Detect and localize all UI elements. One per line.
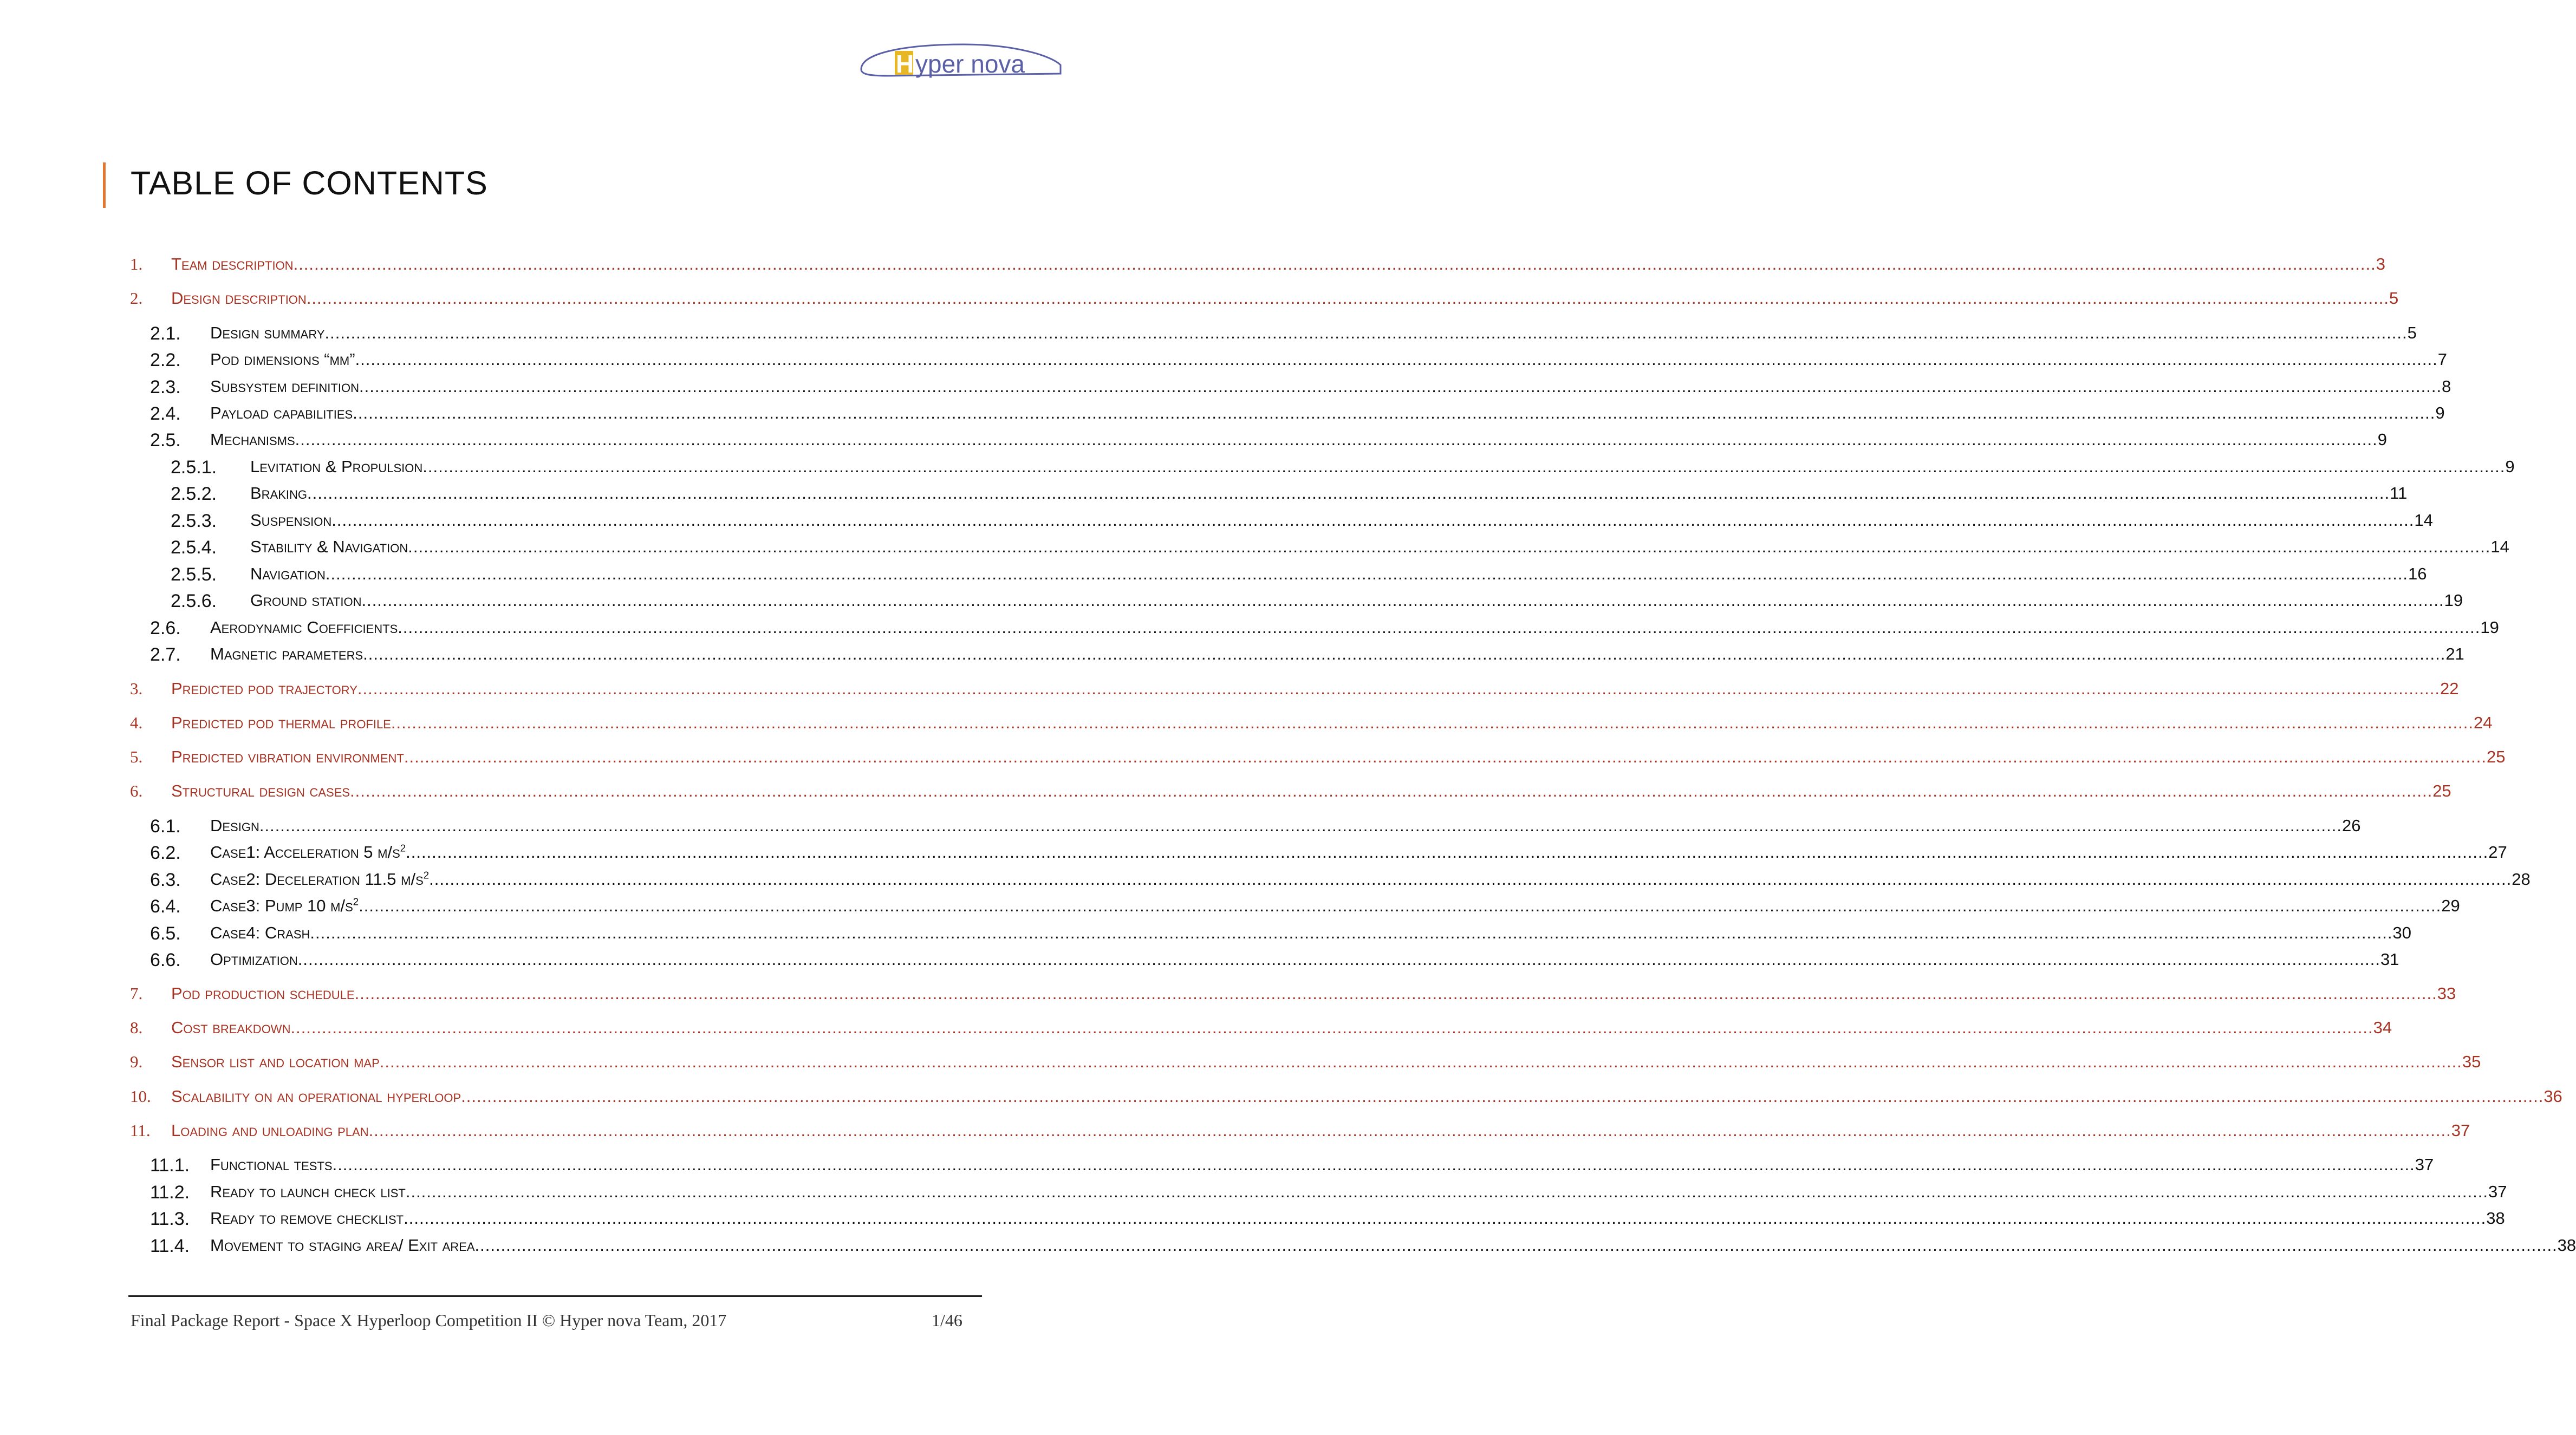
toc-entry-page: 36: [2544, 1087, 2562, 1106]
toc-entry-title: Case2: Deceleration 11.5 $m/s^2$: [210, 869, 430, 889]
toc-entry-number: 2.5.1.: [171, 457, 217, 478]
toc-entry-page: 37: [2451, 1121, 2470, 1140]
toc-entry-number: 2.5.5.: [171, 564, 217, 585]
toc-dot-leader: ................................................................................................................................................................................................................................................................................................................................................................................................................: [398, 618, 2481, 637]
toc-entry-page: 25: [2432, 781, 2451, 800]
toc-entry-page: 35: [2462, 1052, 2481, 1071]
toc-dot-leader: ................................................................................................................................................................................................................................................................................................................................................................................................................: [324, 323, 2408, 342]
toc-entry[interactable]: [0, 1087, 2562, 1108]
toc-entry-title: Pod dimensions “mm”: [210, 350, 355, 369]
toc-entry-number: 6.: [130, 781, 143, 800]
toc-entry-title: Levitation & Propulsion: [250, 457, 423, 476]
toc-dot-leader: ................................................................................................................................................................................................................................................................................................................................................................................................................: [355, 350, 2438, 369]
toc-dot-leader: ................................................................................................................................................................................................................................................................................................................................................................................................................: [306, 289, 2389, 308]
toc-dot-leader: ................................................................................................................................................................................................................................................................................................................................................................................................................: [361, 591, 2444, 610]
toc-entry[interactable]: [0, 1209, 2505, 1230]
toc-dot-leader: ................................................................................................................................................................................................................................................................................................................................................................................................................: [350, 781, 2433, 800]
toc-dot-leader: ................................................................................................................................................................................................................................................................................................................................................................................................................: [310, 923, 2393, 942]
toc-entry-number: 2.7.: [150, 644, 181, 665]
toc-entry-number: 11.2.: [150, 1182, 190, 1203]
toc-entry-page: 9: [2435, 403, 2445, 422]
toc-entry-number: 2.2.: [150, 350, 181, 370]
toc-dot-leader: ................................................................................................................................................................................................................................................................................................................................................................................................................: [290, 1018, 2373, 1037]
toc-entry[interactable]: [0, 537, 2509, 559]
toc-entry[interactable]: [0, 289, 2399, 310]
toc-entry[interactable]: [0, 484, 2408, 505]
toc-entry-title: Functional tests: [210, 1155, 333, 1174]
toc-entry-page: 26: [2341, 816, 2361, 835]
toc-entry-number: 6.6.: [150, 950, 181, 970]
toc-entry-page: 11: [2390, 484, 2408, 503]
toc-entry-title: Stability & Navigation: [250, 537, 408, 556]
toc-entry-page: 28: [2512, 870, 2531, 889]
toc-dot-leader: ................................................................................................................................................................................................................................................................................................................................................................................................................: [295, 430, 2378, 449]
toc-entry[interactable]: [0, 950, 2399, 971]
toc-entry[interactable]: [0, 564, 2427, 586]
toc-entry-title: Predicted vibration environment: [171, 747, 404, 766]
toc-dot-leader: ................................................................................................................................................................................................................................................................................................................................................................................................................: [379, 1052, 2462, 1071]
toc-entry[interactable]: [0, 1182, 2507, 1204]
toc-entry-number: 2.1.: [150, 323, 181, 344]
toc-entry-title: Subsystem definition: [210, 377, 359, 396]
toc-dot-leader: ................................................................................................................................................................................................................................................................................................................................................................................................................: [359, 377, 2442, 396]
toc-entry-page: 37: [2415, 1155, 2434, 1174]
toc-entry-number: 6.3.: [150, 870, 181, 890]
toc-entry-page: 25: [2486, 747, 2506, 766]
toc-entry-number: 8.: [130, 1018, 143, 1037]
toc-entry-number: 2.5.2.: [171, 484, 217, 504]
toc-entry-title: Ready to remove checklist: [210, 1209, 404, 1228]
toc-dot-leader: ................................................................................................................................................................................................................................................................................................................................................................................................................: [429, 870, 2512, 889]
toc-entry[interactable]: [0, 255, 2385, 276]
toc-entry-page: 30: [2392, 923, 2411, 942]
toc-entry-number: 9.: [130, 1052, 143, 1071]
toc-entry[interactable]: [0, 323, 2417, 345]
page-title: TABLE OF CONTENTS: [131, 165, 488, 201]
toc-entry[interactable]: [0, 457, 2515, 479]
toc-entry-title: Predicted pod thermal profile: [171, 713, 391, 732]
toc-entry-page: 19: [2444, 591, 2463, 610]
toc-entry-number: 5.: [130, 747, 143, 766]
toc-dot-leader: ................................................................................................................................................................................................................................................................................................................................................................................................................: [332, 1155, 2415, 1174]
toc-entry-page: 8: [2442, 377, 2451, 396]
toc-entry[interactable]: [0, 403, 2445, 425]
toc-entry-title: Payload capabilities: [210, 403, 353, 422]
toc-dot-leader: ................................................................................................................................................................................................................................................................................................................................................................................................................: [357, 679, 2441, 698]
toc-entry-number: 2.5.6.: [171, 591, 217, 611]
toc-entry-page: 14: [2414, 511, 2433, 530]
toc-entry-page: 9: [2505, 457, 2515, 476]
toc-entry-title: Design description: [171, 289, 307, 308]
toc-entry[interactable]: [0, 618, 2499, 640]
title-accent-bar: [103, 162, 106, 208]
toc-entry-page: 37: [2488, 1182, 2507, 1201]
toc-dot-leader: ................................................................................................................................................................................................................................................................................................................................................................................................................: [325, 564, 2409, 583]
toc-dot-leader: ................................................................................................................................................................................................................................................................................................................................................................................................................: [363, 644, 2446, 663]
toc-entry-number: 2.3.: [150, 377, 181, 397]
toc-entry[interactable]: [0, 1121, 2470, 1143]
toc-entry-title: Suspension: [250, 511, 332, 530]
toc-entry[interactable]: [0, 923, 2411, 945]
toc-entry-page: 31: [2380, 950, 2399, 969]
toc-entry-title: Predicted pod trajectory: [171, 679, 357, 698]
toc-entry-number: 2.5.: [150, 430, 181, 451]
toc-entry-title: Case3: Pump 10 $m/s^2$: [210, 896, 359, 915]
toc-entry-number: 11.: [130, 1121, 151, 1140]
toc-entry-page: 5: [2389, 289, 2399, 308]
toc-entry-page: 24: [2474, 713, 2493, 732]
toc-entry[interactable]: [0, 781, 2451, 803]
toc-entry-number: 6.4.: [150, 896, 181, 917]
toc-entry-number: 2.5.3.: [171, 511, 217, 531]
toc-entry[interactable]: [0, 747, 2506, 769]
footer-page-number: 1/46: [932, 1310, 962, 1330]
toc-entry-page: 7: [2437, 350, 2447, 369]
toc-dot-leader: ................................................................................................................................................................................................................................................................................................................................................................................................................: [353, 403, 2436, 422]
toc-entry-number: 7.: [130, 984, 143, 1003]
toc-entry-number: 2.6.: [150, 618, 181, 638]
toc-entry-number: 11.4.: [150, 1236, 190, 1256]
toc-entry-page: 14: [2490, 537, 2509, 556]
toc-entry[interactable]: [0, 816, 2361, 838]
toc-entry-number: 6.5.: [150, 923, 181, 944]
toc-entry[interactable]: [0, 591, 2463, 612]
toc-dot-leader: ................................................................................................................................................................................................................................................................................................................................................................................................................: [293, 255, 2376, 273]
toc-entry-page: 29: [2441, 896, 2460, 915]
toc-entry-number: 4.: [130, 713, 143, 732]
toc-entry-superscript: 2: [423, 869, 430, 881]
toc-entry[interactable]: [0, 377, 2451, 399]
toc-entry-title: Mechanisms: [210, 430, 295, 449]
toc-entry-title: Design: [210, 816, 259, 835]
toc-entry-title: Navigation: [250, 564, 326, 583]
toc-entry-page: 21: [2445, 644, 2464, 663]
toc-entry[interactable]: [0, 869, 2531, 891]
toc-entry[interactable]: [0, 644, 2464, 666]
toc-entry[interactable]: [0, 896, 2460, 918]
toc-entry[interactable]: [0, 984, 2456, 1006]
toc-entry-title: Pod production schedule: [171, 984, 355, 1003]
svg-text:H: H: [896, 50, 914, 78]
toc-entry-superscript: 2: [400, 842, 406, 854]
toc-entry-number: 10.: [130, 1087, 151, 1106]
toc-dot-leader: ................................................................................................................................................................................................................................................................................................................................................................................................................: [368, 1121, 2451, 1140]
toc-entry-title: Aerodynamic Coefficients: [210, 618, 398, 637]
toc-dot-leader: ................................................................................................................................................................................................................................................................................................................................................................................................................: [391, 713, 2474, 732]
toc-dot-leader: ................................................................................................................................................................................................................................................................................................................................................................................................................: [331, 511, 2415, 530]
toc-entry-title: Team description: [171, 255, 294, 273]
toc-dot-leader: ................................................................................................................................................................................................................................................................................................................................................................................................................: [422, 457, 2506, 476]
toc-dot-leader: ................................................................................................................................................................................................................................................................................................................................................................................................................: [405, 1182, 2488, 1201]
toc-entry-page: 38: [2557, 1236, 2576, 1255]
toc-entry-title: Sensor list and location map: [171, 1052, 380, 1071]
toc-entry[interactable]: [0, 511, 2433, 532]
toc-entry-page: 34: [2373, 1018, 2392, 1037]
toc-entry-page: 19: [2480, 618, 2499, 637]
logo-wordmark: yper nova: [915, 50, 1025, 78]
toc-entry[interactable]: [0, 350, 2447, 371]
toc-dot-leader: ................................................................................................................................................................................................................................................................................................................................................................................................................: [474, 1236, 2558, 1255]
toc-entry-title: Optimization: [210, 950, 298, 969]
toc-dot-leader: ................................................................................................................................................................................................................................................................................................................................................................................................................: [406, 843, 2489, 862]
toc-dot-leader: ................................................................................................................................................................................................................................................................................................................................................................................................................: [259, 816, 2342, 835]
toc-entry[interactable]: [0, 679, 2459, 701]
toc-dot-leader: ................................................................................................................................................................................................................................................................................................................................................................................................................: [359, 896, 2442, 915]
toc-entry-page: 16: [2408, 564, 2427, 583]
toc-dot-leader: ................................................................................................................................................................................................................................................................................................................................................................................................................: [307, 484, 2390, 503]
toc-entry-number: 11.1.: [150, 1155, 190, 1176]
toc-entry-title: Loading and unloading plan: [171, 1121, 369, 1140]
toc-entry-title: Ground station: [250, 591, 362, 610]
toc-entry-number: 6.1.: [150, 816, 181, 837]
toc-entry[interactable]: [0, 430, 2387, 452]
toc-entry-number: 11.3.: [150, 1209, 190, 1229]
toc-entry-title: Structural design cases: [171, 781, 350, 800]
toc-entry-title: Magnetic parameters: [210, 644, 363, 663]
toc-entry[interactable]: [0, 1052, 2481, 1074]
toc-dot-leader: ................................................................................................................................................................................................................................................................................................................................................................................................................: [404, 1209, 2487, 1228]
hyper-nova-logo: [856, 42, 1068, 87]
toc-entry-number: 2.: [130, 289, 143, 308]
toc-entry-title: Case4: Crash: [210, 923, 310, 942]
toc-dot-leader: ................................................................................................................................................................................................................................................................................................................................................................................................................: [404, 747, 2487, 766]
toc-entry-number: 1.: [130, 255, 143, 273]
toc-entry-page: 5: [2407, 323, 2417, 342]
toc-entry-title: Ready to launch check list: [210, 1182, 406, 1201]
toc-entry-page: 22: [2440, 679, 2459, 698]
toc-entry[interactable]: [0, 713, 2493, 735]
footer-text: Final Package Report - Space X Hyperloop Competition II © Hyper nova Team, 2017: [131, 1310, 727, 1330]
toc-entry[interactable]: [0, 842, 2507, 864]
toc-dot-leader: ................................................................................................................................................................................................................................................................................................................................................................................................................: [297, 950, 2380, 969]
toc-dot-leader: ................................................................................................................................................................................................................................................................................................................................................................................................................: [354, 984, 2437, 1003]
toc-entry-title: Cost breakdown: [171, 1018, 291, 1037]
toc-entry-page: 3: [2376, 255, 2385, 273]
toc-entry-title: Braking: [250, 484, 308, 503]
toc-entry-page: 27: [2488, 843, 2507, 862]
toc-entry[interactable]: [0, 1236, 2576, 1257]
toc-dot-leader: ................................................................................................................................................................................................................................................................................................................................................................................................................: [461, 1087, 2544, 1106]
footer-divider: [128, 1295, 982, 1297]
toc-entry-number: 6.2.: [150, 843, 181, 863]
toc-dot-leader: ................................................................................................................................................................................................................................................................................................................................................................................................................: [408, 537, 2491, 556]
toc-entry-number: 2.5.4.: [171, 537, 217, 558]
toc-entry-title: Design summary: [210, 323, 325, 342]
toc-entry-page: 38: [2486, 1209, 2505, 1228]
toc-entry[interactable]: [0, 1155, 2434, 1177]
toc-entry-superscript: 2: [353, 896, 359, 908]
toc-entry-number: 2.4.: [150, 403, 181, 424]
toc-entry-title: Scalability on an operational hyperloop: [171, 1087, 461, 1106]
toc-entry[interactable]: [0, 1018, 2392, 1040]
toc-entry-page: 33: [2437, 984, 2456, 1003]
toc-entry-page: 9: [2377, 430, 2387, 449]
toc-entry-title: Movement to staging area/ Exit area: [210, 1236, 475, 1255]
toc-entry-number: 3.: [130, 679, 143, 698]
toc-entry-title: Case1: Acceleration 5 $m/s^2$: [210, 842, 406, 862]
